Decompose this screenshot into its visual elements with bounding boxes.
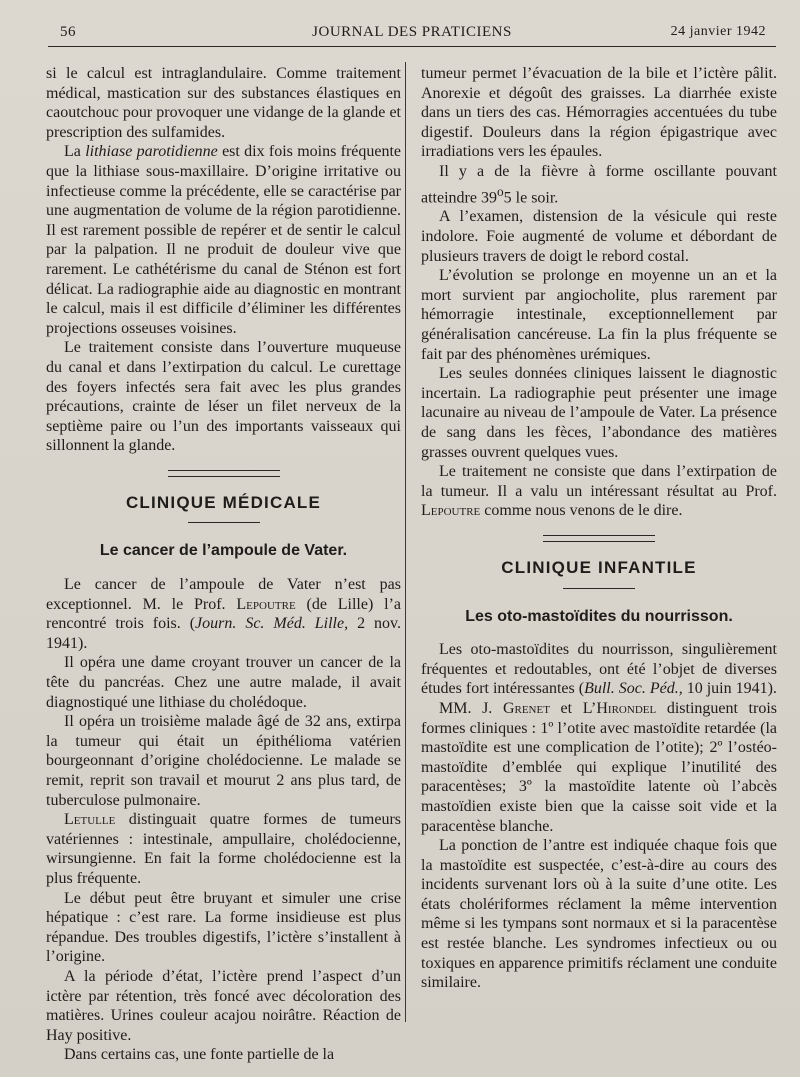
- paragraph: A la période d’état, l’ictère prend l’aspect d’un ictère par rétention, très foncé avec décoloration des matières. Urines couleur acajou noirâtre. Réaction de Hay positive.: [46, 967, 401, 1044]
- author-name: Letulle: [64, 811, 116, 829]
- section-rule: [543, 535, 655, 542]
- paragraph: [46, 810, 401, 888]
- paragraph-text: Il y a de la fièvre à forme oscillante pouvant atteindre 39: [421, 162, 777, 206]
- paragraph-text: 5 le soir.: [503, 188, 559, 206]
- paragraph-text: Le cancer de l’ampoule de Vater n’est pas exceptionnel. M. le Prof.: [46, 576, 401, 613]
- paragraph-text: (de Lille) l’a rencontré trois fois. (: [46, 595, 401, 633]
- paragraph: tumeur permet l’évacuation de la bile et l’ictère pâlit. Anorexie et dégoût des graisses. La diarrhée existe dans un tiers des cas. Hémorragies accentuées du tube digestif. Douleurs dans la région épigastrique avec irradiations vers les épaules.: [421, 65, 777, 161]
- paragraph-text: MM. J.: [439, 699, 503, 717]
- section-rule: [168, 470, 280, 477]
- paragraph: Le début peut être bruyant et simuler une crise hépatique : c’est rare. La forme insidieuse est plus répandue. Des troubles digestifs, l’ictère s’installent à l’origine.: [46, 889, 401, 966]
- superscript: o: [496, 183, 504, 199]
- issue-date: 24 janvier 1942: [670, 24, 766, 39]
- citation: Journ. Sc. Méd. Lille,: [195, 615, 349, 633]
- author-name: Grenet: [502, 699, 550, 717]
- section-heading: CLINIQUE INFANTILE: [501, 557, 697, 577]
- section-underline: [563, 588, 635, 589]
- citation: Bull. Soc. Péd.,: [584, 680, 683, 698]
- paragraph-text: comme nous venons de le dire.: [480, 502, 683, 520]
- paragraph-text: 2 nov. 1941).: [46, 615, 401, 652]
- paragraph: L’évolution se prolonge en moyenne un an et la mort survient par angiocholite, plus rarement par hémorragie intestinale, exceptionnellement par généralisation cancéreuse. La fin la plus fréquente se fait par des phénomènes urémiques.: [421, 267, 777, 363]
- paragraph: [46, 142, 401, 338]
- column-divider: [405, 62, 406, 1022]
- paragraph: A l’examen, distension de la vésicule qui reste indolore. Foie augmenté de volume et débordant de plusieurs travers de doigt le rebord costal.: [421, 208, 777, 265]
- journal-title: JOURNAL DES PRATICIENS: [312, 24, 512, 40]
- paragraph: si le calcul est intraglandulaire. Comme traitement médical, mastication sur des substances élastiques en caoutchouc pour provoquer une vidange de la glande et prescription des sulfamides.: [46, 65, 401, 141]
- paragraph-text: et L’: [549, 699, 597, 717]
- section-heading: CLINIQUE MÉDICALE: [125, 492, 322, 512]
- paragraph: La ponction de l’antre est indiquée chaque fois que la mastoïdite est suspectée, c’est-à-dire au cours des incidents survenant lors où à la suite d’une otite. Les états cholériformes réclament la même intervention même si les tympans sont normaux et si la paracentèse est restée blanche. Les syndromes infectieux ou ou toxiques en apparence primitifs réclament une conduite similaire.: [421, 837, 777, 992]
- paragraph-text: Le traitement ne consiste que dans l’extirpation de la tumeur. Il a valu un intéressant résultat au Prof.: [421, 463, 777, 500]
- paragraph: [421, 162, 777, 208]
- paragraph-text: La: [64, 143, 86, 161]
- right-column: [421, 64, 777, 993]
- page-number: 56: [60, 24, 76, 40]
- paragraph-text: distinguait quatre formes de tumeurs vatériennes : intestinale, ampullaire, cholédocienne, wirsungienne. En fait la forme cholédocienne est la plus fréquente.: [46, 811, 401, 887]
- paragraph-text: 10 juin 1941).: [682, 680, 777, 698]
- paragraph: Le traitement consiste dans l’ouverture muqueuse du canal et dans l’extirpation du calcul. Le curettage des foyers infectés sera fait avec les plus grandes précautions, crainte de léser un filet nerveux de la septième paire ou l’un des importants vaisseaux qui sillonnent la glande.: [46, 339, 401, 455]
- article-title: Le cancer de l’ampoule de Vater.: [99, 542, 348, 560]
- left-column: [46, 64, 401, 1065]
- paragraph-text: Les oto-mastoïdites du nourrisson, singulièrement fréquentes et redoutables, ont été l’objet de diverses études fort intéressantes (: [421, 641, 777, 698]
- paragraph: [46, 575, 401, 653]
- author-name: Hirondel: [596, 699, 657, 717]
- paragraph: Dans certains cas, une fonte partielle de la: [64, 1046, 335, 1064]
- paragraph: [421, 640, 777, 699]
- paragraph: Les seules données cliniques laissent le diagnostic incertain. La radiographie peut présenter une image lacunaire au niveau de l’ampoule de Vater. La présence de sang dans les fèces, l’abondance des matières grasses ouvrent quelques vues.: [421, 365, 777, 461]
- paragraph-text: distinguent trois formes cliniques : 1º l’otite avec mastoïdite retardée (la mastoïdite est une complication de l’otite); 2º l’ostéo-mastoïdite d’emblée qui explique l’inutilité des paracentèses; 3º la mastoïdite latente où l’abcès mastoïdien existe bien que la caisse soit vide et la paracentèse blanche.: [421, 699, 778, 835]
- term-emphasis: lithiase parotidienne: [85, 143, 218, 161]
- paragraph: [421, 462, 777, 521]
- page-header: [48, 22, 776, 47]
- author-name: Lepoutre: [236, 595, 296, 613]
- author-name: Lepoutre: [421, 502, 481, 520]
- article-title: Les oto-mastoïdites du nourrisson.: [465, 607, 733, 625]
- paragraph: Il opéra un troisième malade âgé de 32 ans, extirpa la tumeur qui était un épithélioma vatérien bourgeonnant d’origine cholédocienne. Le malade se remit, reprit son travail et mourut 2 ans plus tard, de tuberculose pulmonaire.: [46, 713, 401, 809]
- paragraph: [421, 699, 777, 836]
- paragraph-text: est dix fois moins fréquente que la lithiase sous-maxillaire. D’origine irritative ou infectieuse comme la précédente, elle se caractérise par une augmentation de volume de la région parotidienne. Il est rarement possible de repérer et de sentir le calcul par la palpation. Il ne produit de douleur vive que rarement. Le cathétérisme du canal de Sténon est fort délicat. La radiographie aide au diagnostic en montrant le calcul, mais il est difficile d’éliminer les différentes projections osseuses voisines.: [46, 143, 402, 337]
- paragraph: Il opéra une dame croyant trouver un cancer de la tête du pancréas. Chez une autre malade, il avait diagnostiqué une lithiase du cholédoque.: [46, 654, 401, 711]
- section-underline: [188, 522, 260, 523]
